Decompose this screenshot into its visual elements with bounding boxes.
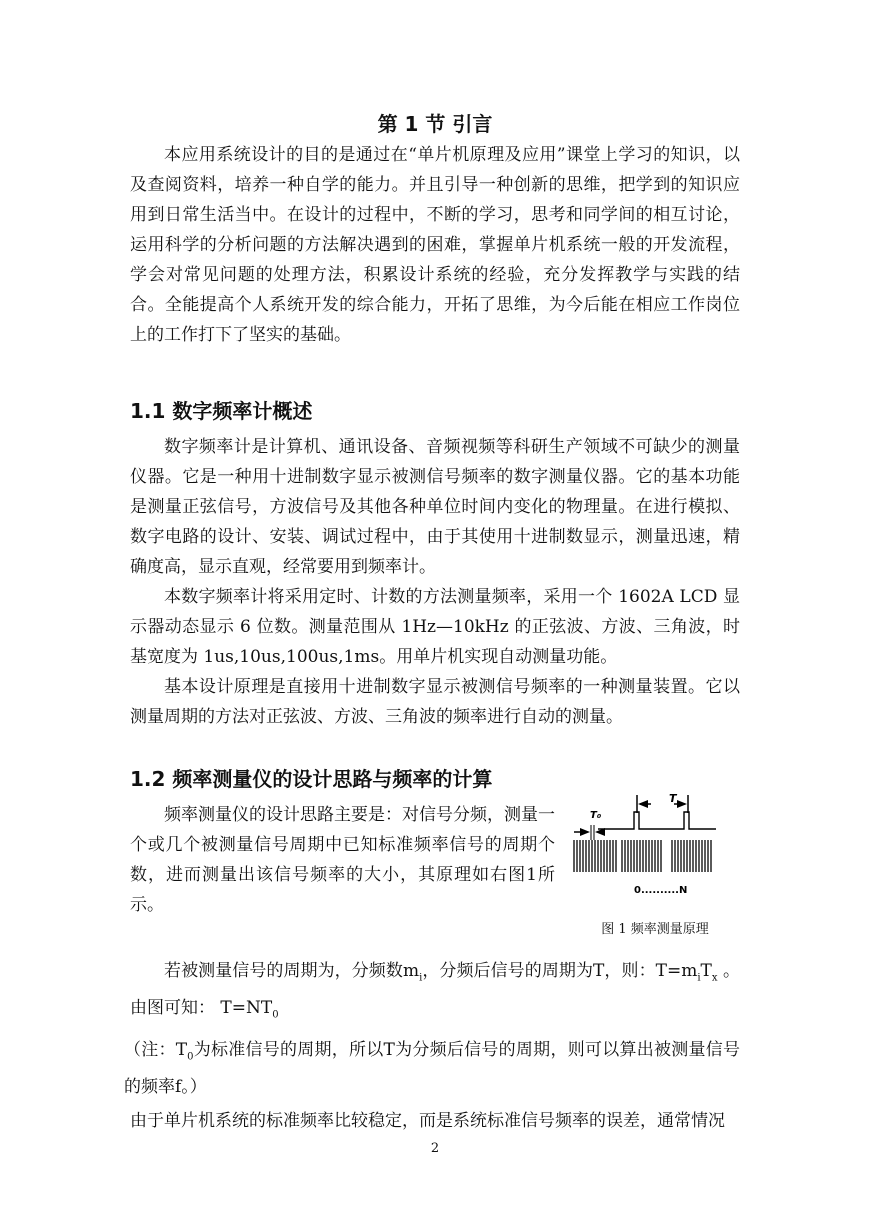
section-1-1-heading: 1.1 数字频率计概述 [130, 399, 313, 423]
figure-1-caption: 图 1 频率测量原理 [601, 922, 709, 937]
section-1-1-paragraph-1: 数字频率计是计算机、通讯设备、音频视频等科研生产领域不可缺少的测量仪器。它是一种用十进制数字显示被测信号频率的数字测量仪器。它的基本功能是测量正弦信号，方波信号及其他各种单位时间内变化的物理量。在进行模拟、数字电路的设计、安装、调试过程中，由于其使用十进制数显示，测量迅速，精确度高，显示直观，经常要用到频率计。 [130, 437, 740, 577]
label-T: T [669, 792, 677, 805]
section-title: 第 1 节 引言 [377, 112, 493, 136]
note-paragraph: （注：$T_0$为标准信号的周期，所以T为分频后信号的周期，则可以算出被测量信号的频率f。） [124, 1039, 740, 1098]
section-1-2-paragraph-2: 若被测量信号的周期为，分频数$m_i$，分频后信号的周期为T，则：$T=m_iT_x$ 。由图可知： $T=NT_0$ [130, 961, 741, 1021]
section-1-1-paragraph-3: 基本设计原理是直接用十进制数字显示被测信号频率的一种测量装置。它以测量周期的方法对正弦波、方波、三角波的频率进行自动的测量。 [130, 677, 740, 727]
section-1-1 [130, 398, 740, 732]
section-1-2-continued [124, 956, 741, 1136]
frequency-measurement-diagram [570, 790, 740, 910]
label-count: 0..........N [634, 885, 688, 896]
page-number: 2 [430, 1141, 440, 1156]
clock-pulse-train [574, 840, 711, 872]
label-T0: T₀ [590, 810, 602, 821]
figure-1 [570, 790, 740, 937]
intro-paragraph: 本应用系统设计的目的是通过在“单片机原理及应用”课堂上学习的知识，以及查阅资料，培养一种自学的能力。并且引导一种创新的思维，把学到的知识应用到日常生活当中。在设计的过程中，不断的学习，思考和同学间的相互讨论，运用科学的分析问题的方法解决遇到的困难，掌握单片机系统一般的开发流程，学会对常见问题的处理方法，积累设计系统的经验，充分发挥教学与实践的结合。全能提高个人系统开发的综合能力，开拓了思维，为今后能在相应工作岗位上的工作打下了坚实的基础。 [130, 145, 740, 345]
section-1-2-paragraph-1: 频率测量仪的设计思路主要是：对信号分频，测量一个或几个被测量信号周期中已知标准频率信号的周期个数，进而测量出该信号频率的大小，其原理如右图1所示。 [130, 805, 555, 915]
section-1-1-paragraph-2: 本数字频率计将采用定时、计数的方法测量频率，采用一个 1602A LCD 显示器动态显示 6 位数。测量范围从 1Hz—10kHz 的正弦波、方波、三角波，时基宽度为 1us,10us,100us,1ms。用单片机实现自动测量功能。 [130, 587, 740, 667]
section-1-2-heading: 1.2 频率测量仪的设计思路与频率的计算 [130, 767, 493, 791]
intro-section [130, 140, 740, 350]
last-paragraph: 由于单片机系统的标准频率比较稳定，而是系统标准信号频率的误差，通常情况 [130, 1111, 725, 1132]
